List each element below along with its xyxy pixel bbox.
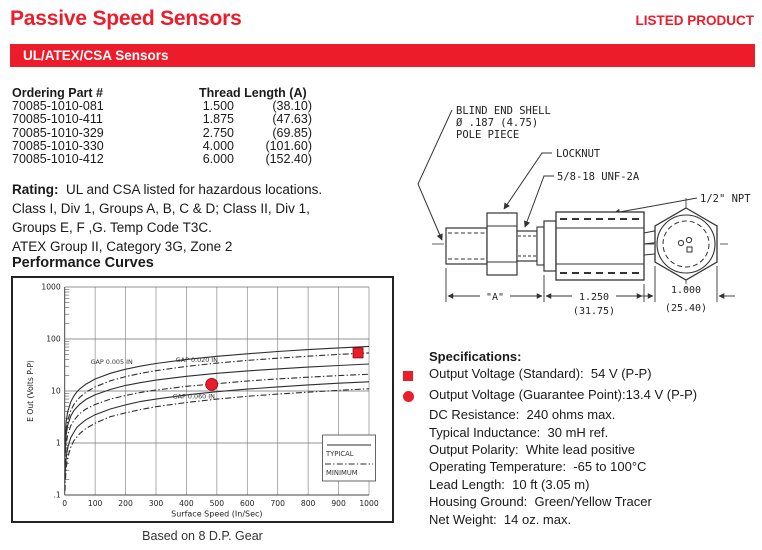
svg-text:100: 100 (46, 334, 61, 344)
svg-text:200: 200 (118, 499, 133, 508)
thread-length-in: 1.500 (202, 99, 234, 114)
square-data-marker (353, 348, 363, 358)
thread-length-in: 1.875 (202, 112, 234, 127)
svg-text:0: 0 (62, 499, 68, 508)
spec-text: Typical Inductance: 30 mH ref. (429, 424, 609, 440)
spec-item (403, 458, 759, 475)
col-header-part: Ordering Part # (12, 86, 103, 100)
leader-blind-end (418, 110, 452, 240)
svg-text:800: 800 (300, 499, 316, 508)
performance-chart (11, 276, 394, 523)
dim-hex-inches: 1.000 (670, 285, 702, 296)
curve-label: GAP 0.005 IN (90, 358, 133, 367)
svg-text:300: 300 (148, 499, 164, 508)
spec-item (403, 406, 759, 423)
listed-product-label: LISTED PRODUCT (635, 13, 754, 28)
part-number: 70085-1010-412 (12, 152, 104, 167)
spec-item (403, 386, 759, 406)
spec-text: Net Weight: 14 oz. max. (429, 511, 572, 527)
leader-locknut (504, 153, 552, 209)
part-number: 70085-1010-081 (12, 99, 104, 114)
col-header-thread-length: Thread Length (A) (199, 86, 307, 100)
svg-text:TYPICAL: TYPICAL (326, 450, 354, 458)
spec-item (403, 365, 759, 385)
svg-text:400: 400 (179, 499, 194, 508)
circle-data-marker (206, 378, 218, 390)
square-marker-icon (403, 371, 413, 381)
sensor-end-view (644, 198, 728, 290)
sensor-technical-drawing (404, 86, 759, 336)
thread-length-in: 6.000 (202, 152, 234, 167)
specifications-heading: Specifications: (429, 349, 522, 364)
svg-text:.1: .1 (53, 490, 61, 500)
svg-text:600: 600 (240, 499, 255, 508)
spec-item (403, 476, 759, 493)
rating-line3: Groups E, F ,G. Temp Code T3C. (12, 220, 212, 235)
label-blind-end-shell: BLIND END SHELL (456, 105, 551, 117)
performance-chart-svg (13, 278, 392, 521)
section-banner (10, 44, 755, 67)
spec-item (403, 424, 759, 441)
spec-text: Lead Length: 10 ft (3.05 m) (429, 476, 590, 492)
part-number: 70085-1010-411 (12, 112, 103, 127)
spec-item (403, 511, 759, 528)
rating-label: Rating: (12, 182, 59, 197)
thread-length-mm: (47.63) (272, 112, 312, 127)
thread-length-mm: (69.85) (272, 125, 312, 140)
page-title: Passive Speed Sensors (10, 7, 242, 30)
spec-item (403, 441, 759, 458)
thread-length-in: 2.750 (202, 125, 234, 140)
svg-text:10: 10 (51, 386, 61, 396)
ordering-table (12, 87, 332, 166)
curve-label: GAP 0.060 IN (172, 392, 215, 401)
spec-text: Output Polarity: White lead positive (429, 442, 635, 458)
spec-text: DC Resistance: 240 ohms max. (429, 407, 616, 423)
table-row (12, 113, 332, 126)
svg-text:1000: 1000 (359, 499, 379, 508)
circle-marker-icon (403, 391, 414, 402)
specifications-block (403, 348, 759, 528)
x-axis-title: Surface Speed (In/Sec) (171, 509, 263, 519)
label-npt: 1/2" NPT (700, 193, 751, 205)
svg-text:500: 500 (209, 499, 225, 508)
spec-text: Output Voltage (Standard): 54 V (P-P) (429, 366, 652, 382)
svg-text:900: 900 (331, 499, 346, 508)
thread-length-mm: (38.10) (272, 99, 312, 114)
svg-text:1000: 1000 (41, 282, 61, 292)
spec-text: Operating Temperature: -65 to 100°C (429, 459, 647, 475)
table-row (12, 127, 332, 140)
section-banner-label: UL/ATEX/CSA Sensors (23, 48, 169, 63)
curve-label: GAP 0.020 IN (175, 356, 218, 365)
thread-length-in: 4.000 (202, 138, 234, 153)
rating-line2: Class I, Div 1, Groups A, B, C & D; Class II, Div 1, (12, 201, 310, 216)
svg-text:MINIMUM: MINIMUM (326, 469, 358, 477)
svg-text:100: 100 (87, 499, 103, 508)
label-pole-diameter: Ø .187 (4.75) (456, 117, 539, 129)
leader-thread (525, 176, 554, 227)
spec-text: Output Voltage (Guarantee Point):13.4 V (P-P) (429, 386, 698, 402)
svg-text:700: 700 (270, 499, 285, 508)
dim-body-inches: 1.250 (578, 292, 610, 303)
thread-length-mm: (101.60) (265, 138, 312, 153)
label-thread-spec: 5/8-18 UNF-2A (557, 171, 640, 183)
spec-text: Housing Ground: Green/Yellow Tracer (429, 494, 652, 510)
label-locknut: LOCKNUT (556, 148, 601, 160)
label-pole-piece: POLE PIECE (456, 129, 520, 141)
part-number: 70085-1010-330 (12, 138, 104, 153)
table-row (12, 153, 332, 166)
y-axis-title: E Out (Volts P-P) (26, 360, 35, 422)
rating-line4: ATEX Group II, Category 3G, Zone 2 (12, 239, 233, 254)
svg-text:1: 1 (55, 438, 61, 448)
rating-line1: UL and CSA listed for hazardous locations. (58, 182, 323, 197)
rating-paragraph (12, 180, 412, 256)
dim-hex-mm: (25.40) (664, 303, 708, 314)
thread-length-mm: (152.40) (265, 152, 312, 167)
spec-item (403, 493, 759, 510)
chart-caption: Based on 8 D.P. Gear (142, 529, 263, 543)
dim-a-label: "A" (485, 292, 505, 303)
performance-curves-heading: Performance Curves (12, 255, 154, 271)
dim-body-mm: (31.75) (572, 306, 616, 317)
part-number: 70085-1010-329 (12, 125, 104, 140)
